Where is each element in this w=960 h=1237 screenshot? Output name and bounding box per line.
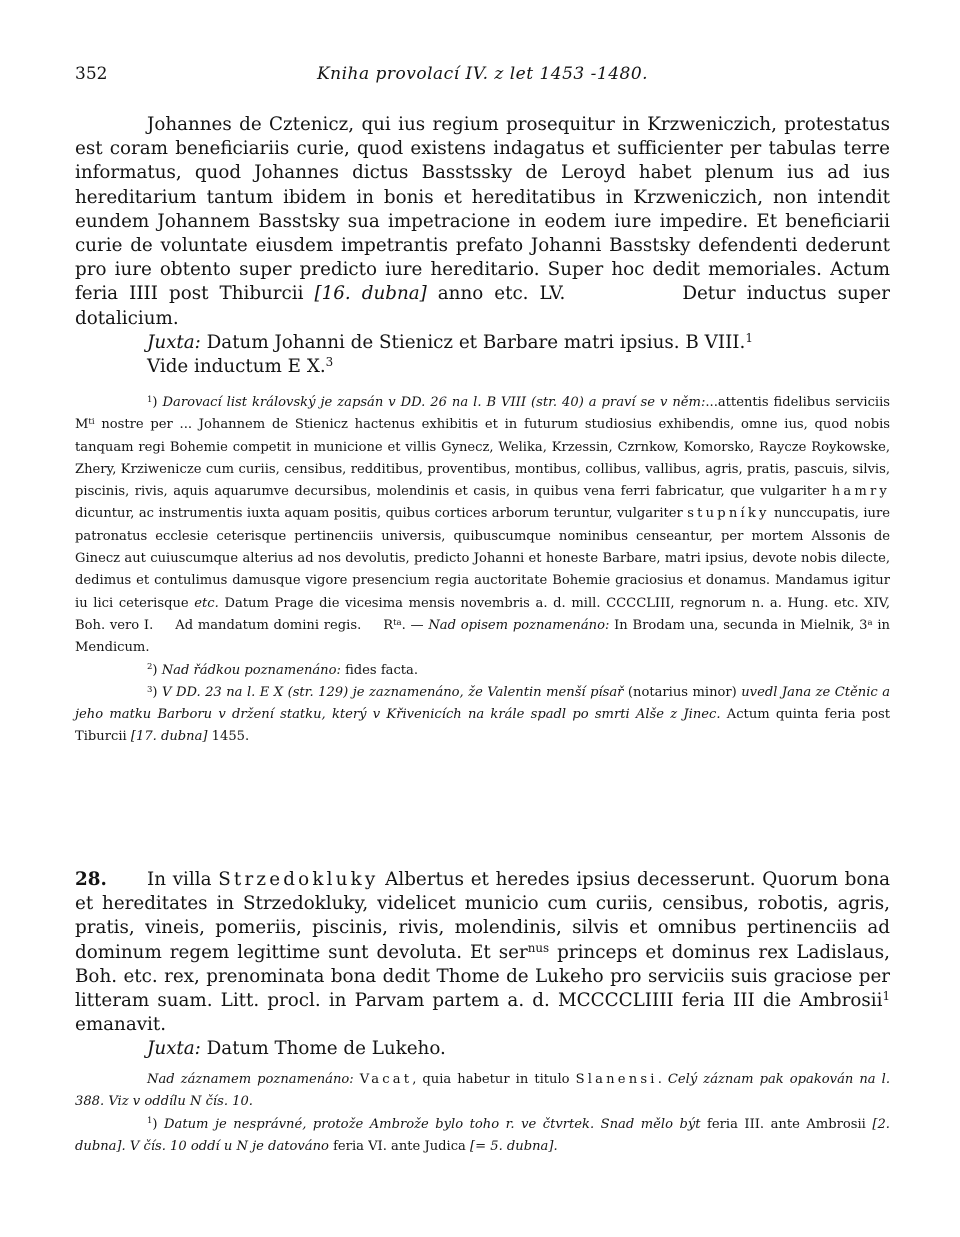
entry-1-juxta: Juxta: Datum Johanni de Stienicz et Barbare matri ipsius. B VIII.$^1$: [147, 330, 753, 353]
entry-28-body: 28. In villa Strzedokluky Albertus et heredes ipsius decesserunt. Quorum bona et hereditates in Strzedokluky, videlicet municio cum curiis, censibus, robotis, agris, pratis, vineis, pomeriis, piscinis, rivis, molendinis, silvis et omnibus pertinenciis ad dominum regem legittime sunt devoluta. Et ser$^{nus}$ princeps et dominus rex Ladislaus, Boh. etc. rex, prenominata bona dedit Thome de Lukeho pro serviciis suis graciose per litteram suam. Litt. procl. in Parvam partem a. d. MCCCCLIIII feria III die Ambrosii$^1$ emanavit.: [75, 869, 890, 1036]
footnote-3: $^3$) V DD. 23 na l. E X (str. 129) je zaznamenáno, že Valentin menší písař (notarius minor) uvedl Jana ze Ctěnic a jeho matku Barboru v držení statku, který v Křivenicích na krále spadl po smrti Alše z Jinec. Actum quinta feria post Tiburcii [17. dubna] 1455.: [75, 684, 891, 745]
entry-number: 28.: [75, 869, 107, 890]
footnotes-2: [75, 1069, 890, 1158]
entry-1-detur: Detur inductus super dotalicium.: [75, 283, 890, 329]
entry-28-juxta: Juxta: Datum Thome de Lukeho.: [147, 1038, 446, 1060]
entry-1: [75, 113, 890, 379]
footnotes-1: [75, 392, 890, 749]
entry-1-body: [75, 113, 890, 331]
entry-1-text: Johannes de Cztenicz, qui ius regium prosequitur in Krzweniczich, protestatus est coram beneficiariis curie, quod existens indagatus et sufficienter per tabulas terre informatus, quod Johannes dictus Basstssky de Leroyd habet plenum ius ad ius hereditarium tantum ibidem in bonis et hereditatibus in Krzweniczich, non intendit eundem Johannem Basstsky sua impetracione in eodem iure impedire. Et beneficiarii curie de voluntate eiusdem impetrantis prefato Johanni Basstsky defendenti dederunt pro iure obtento super predicto iure hereditario. Super hoc dedit memoriales. Actum feria IIII post Thiburcii: [75, 114, 890, 305]
remark: Nad záznamem poznamenáno: Vacat, quia habetur in titulo Slanensi. Celý záznam pak opakován na l. 388. Viz v oddílu N čís. 10.: [75, 1072, 890, 1110]
footnote-1: $^1$) Darovací list královský je zapsán v DD. 26 na l. B VIII (str. 40) a praví se v něm:...attentis fidelibus serviciis $M^{ti}$ nostre per ... Johannem de Stienicz hactenus exhibitis et in futurum studiosius exhibendis, omne ius, quod nobis tanquam regi Bohemie competit in municione et villis Gynecz, Welika, Krzessin, Czrnkow, Komorsko, Raycze Roykowske, Zhery, Krziwenicze cum curiis, censibus, redditibus, proventibus, montibus, collibus, vallibus, agris, pratis, pascuis, silvis, piscinis, rivis, aquis aquarumve decursibus, molendinis et casis, in quibus vena ferri fabricatur, que vulgariter hamry dicuntur, ac instrumentis iuxta aquam positis, quibus cortices arborum teruntur, vulgariter stupníky nunccupatis, iure patronatus ecclesie ceterisque pertinenciis universis, quibuscumque nominibus censeantur, per mortem Alssonis de Ginecz aut cuiuscumque alterius ad nos devolutis, predicto Johanni et honeste Barbare, matri ipsius, devote nobis dilecte, dedimus et contulimus damusque vigore presencium regia auctoritate Bohemie graciosius et donamus. Mandamus igitur iu lici ceterisque etc. Datum Prage die vicesima mensis novembris a. d. mill. CCCCLIII, regnorum n. a. Hung. etc. XIV, Boh. vero I. Ad mandatum domini regis. $R^{ta}$. — Nad opisem poznamenáno: In Brodam una, secunda in Mielnik, 3$^a$ in Mendicum.: [75, 394, 891, 656]
footnote-marker: 1: [147, 394, 153, 405]
page-number: 352: [75, 64, 108, 84]
page-header: [75, 64, 890, 88]
entry-1-tail: anno etc. LV.: [426, 283, 566, 305]
footnote-1b: $^1$) Datum je nesprávné, protože Ambrože bylo toho r. ve čtvrtek. Snad mělo být feria III. ante Ambrosii [2. dubna]. V čís. 10 oddí u N je datováno feria VI. ante Judica [= 5. dubna].: [75, 1116, 890, 1154]
document-page: [75, 0, 890, 1237]
entry-28: [75, 868, 890, 1062]
entry-1-date: [16. dubna]: [314, 283, 427, 305]
juxta-label: Juxta:: [147, 1038, 201, 1060]
juxta-label: Juxta:: [147, 331, 201, 353]
place-name: Strzedokluky: [218, 869, 379, 890]
entry-1-vide: Vide inductum E X.$^3$: [147, 355, 334, 378]
running-title: Kniha provolací IV. z let 1453 -1480.: [316, 64, 649, 84]
footnote-2: $^2$) Nad řádkou poznamenáno: fides facta.: [147, 662, 419, 678]
